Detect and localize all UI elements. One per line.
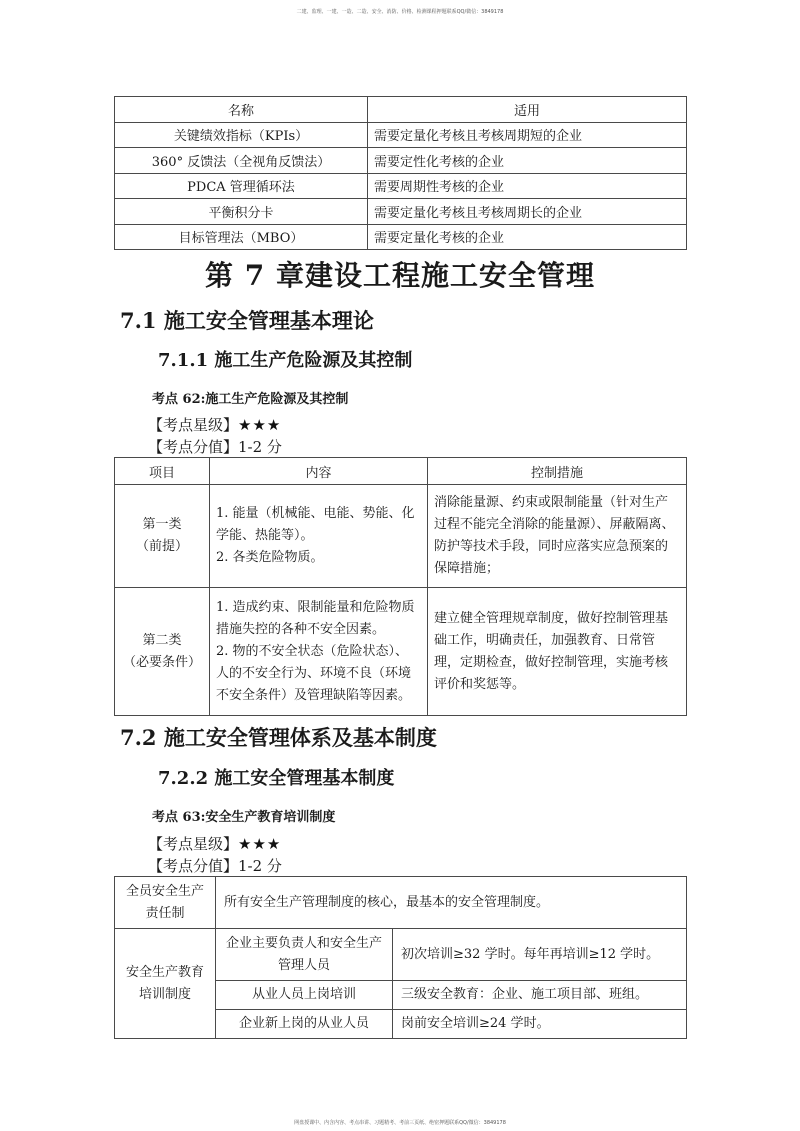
hazard-category [115,588,210,716]
subsection-title-7-1-1: 7.1.1 施工生产危险源及其控制 [158,350,413,371]
category-name: 第一类 [142,517,182,532]
table-row [115,122,687,148]
table-row [115,148,687,174]
star-rating-line [148,833,281,854]
content-item: 1. 能量（机械能、电能、势能、化学能、热能等）。 [216,506,415,543]
table-row [115,588,687,716]
section-title-7-1: 7.1 施工安全管理基本理论 [120,308,374,333]
subsection-title-7-2-2: 7.2.2 施工安全管理基本制度 [158,768,395,789]
method-applicable: 需要定量化考核的企业 [368,224,687,250]
trainee-group: 从业人员上岗培训 [216,981,393,1010]
training-rule: 三级安全教育：企业、施工项目部、班组。 [393,981,687,1010]
table-row [115,929,687,981]
header-item: 项目 [115,458,210,485]
kaodian-62-title: 考点 62:施工生产危险源及其控制 [152,392,349,407]
hazard-content [210,485,428,588]
method-applicable: 需要定量化考核且考核周期短的企业 [368,122,687,148]
header-name: 名称 [115,97,368,123]
star-rating-icon: ★★★ [238,416,282,434]
training-rule: 岗前安全培训≥24 学时。 [393,1010,687,1039]
hazard-control: 消除能量源、约束或限制能量（针对生产过程不能完全消除的能量源）、屏蔽隔离、防护等技术手段，同时应落实应急预案的保障措施； [428,485,687,588]
method-applicable: 需要周期性考核的企业 [368,173,687,199]
star-label: 【考点星级】 [148,416,239,434]
section-title-7-2: 7.2 施工安全管理体系及基本制度 [120,725,437,750]
table-row [115,199,687,225]
star-label: 【考点星级】 [148,835,239,853]
content-item: 1. 造成约束、限制能量和危险物质措施失控的各种不安全因素。 [216,599,415,637]
category-note: （前提） [135,539,188,554]
table-header-row [115,458,687,485]
method-name: 平衡积分卡 [115,199,368,225]
chapter-title: 第 7 章建设工程施工安全管理 [205,259,595,292]
header-content: 内容 [210,458,428,485]
method-name: 360° 反馈法（全视角反馈法） [115,148,368,174]
page-footer-note: 网盘授课中、内含内容、考点串讲、习题精考、考前三页纸、绝密押题联系QQ/微信：3849178 [294,1120,506,1126]
method-applicable: 需要定性化考核的企业 [368,148,687,174]
method-name: 目标管理法（MBO） [115,224,368,250]
table-row [115,877,687,929]
method-name: 关键绩效指标（KPIs） [115,122,368,148]
hazard-content [210,588,428,716]
hazard-control: 建立健全管理规章制度，做好控制管理基础工作，明确责任，加强教育、日常管理，定期检查，做好控制管理，实施考核评价和奖惩等。 [428,588,687,716]
category-name: 第二类 [142,632,182,648]
star-rating-line [148,414,281,435]
header-control: 控制措施 [428,458,687,485]
responsibility-content: 所有安全生产管理制度的核心，最基本的安全管理制度。 [216,877,687,929]
education-label: 安全生产教育培训制度 [115,929,216,1039]
score-line: 【考点分值】1-2 分 [148,438,282,456]
method-name: PDCA 管理循环法 [115,173,368,199]
page-header-note: 二建、监理、一建、一造、二造、安全、消防、价格、检测课程押题联系QQ/微信：3849178 [296,9,504,15]
trainee-group: 企业新上岗的从业人员 [216,1010,393,1039]
table-row [115,485,687,588]
training-rule: 初次培训≥32 学时。每年再培训≥12 学时。 [393,929,687,981]
table-row [115,173,687,199]
content-item: 2. 物的不安全状态（危险状态）、人的不安全行为、环境不良（环境不安全条件）及管理缺陷等因素。 [216,643,412,703]
score-line: 【考点分值】1-2 分 [148,857,282,875]
hazard-source-table [114,457,687,716]
content-item: 2. 各类危险物质。 [216,550,324,565]
table-header-row [115,97,687,123]
evaluation-method-table [114,96,687,250]
responsibility-label: 全员安全生产责任制 [115,877,216,929]
category-note: （必要条件） [122,654,201,670]
header-applicable: 适用 [368,97,687,123]
hazard-category [115,485,210,588]
kaodian-63-title: 考点 63:安全生产教育培训制度 [152,810,336,825]
safety-education-table [114,876,687,1039]
method-applicable: 需要定量化考核且考核周期长的企业 [368,199,687,225]
trainee-group: 企业主要负责人和安全生产管理人员 [216,929,393,981]
table-row [115,224,687,250]
star-rating-icon: ★★★ [238,835,282,853]
